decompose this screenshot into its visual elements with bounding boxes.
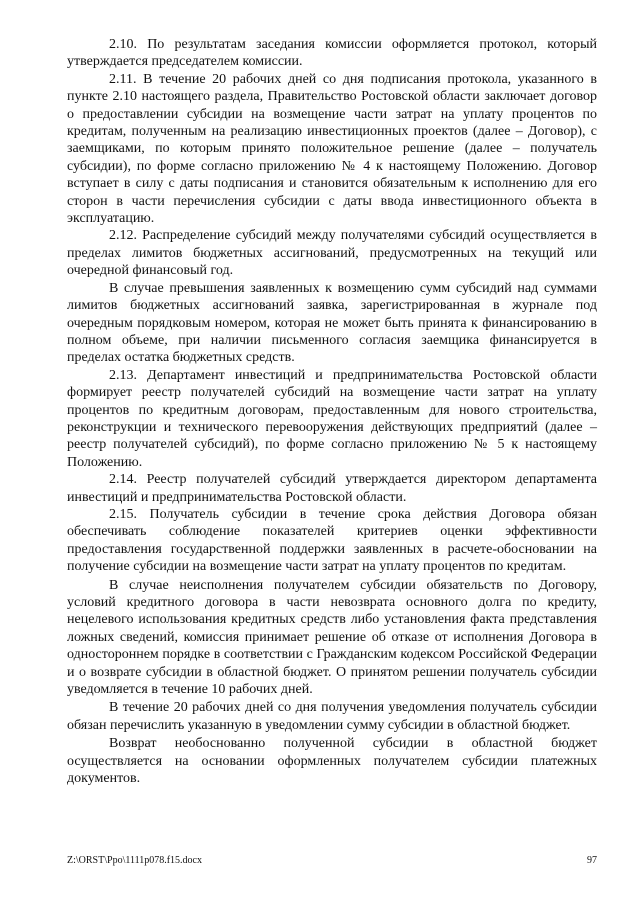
paragraph-2-14: 2.14. Реестр получателей субсидий утверждается директором департамента инвестиций и предпринимательства Ростовской области. [67, 472, 597, 505]
paragraph-2-12: 2.12. Распределение субсидий между получателями субсидий осуществляется в пределах лимитов бюджетных ассигнований, предусмотренных на текущий или очередной финансовый год. [67, 228, 597, 279]
paragraph-2-13: 2.13. Департамент инвестиций и предпринимательства Ростовской области формирует реестр получателей субсидий на возмещение части затрат на уплату процентов по кредитным договорам, предоставленным для нового строительства, реконструкции и технического перевооружения действующих предприятий (далее – реестр получателей субсидий), по форме согласно приложению № 5 к настоящему Положению. [67, 367, 597, 470]
paragraph-2-12-excess: В случае превышения заявленных к возмещению сумм субсидий над суммами лимитов бюджетных ассигнований заявка, зарегистрированная в журнале под очередным порядковым номером, которая не может быть принята к финансированию в полном объеме, при наличии письменного согласия заемщика финансируется в пределах остатка бюджетных средств. [67, 280, 597, 366]
paragraph-2-15-refund-term: В течение 20 рабочих дней со дня получения уведомления получатель субсидии обязан перечислить указанную в уведомлении сумму субсидии в областной бюджет. [67, 700, 597, 733]
paragraph-2-11: 2.11. В течение 20 рабочих дней со дня подписания протокола, указанного в пункте 2.10 настоящего раздела, Правительство Ростовской области заключает договор о предоставлении субсидии на возмещение части затрат на уплату процентов по кредитам, полученным на реализацию инвестиционных проектов (далее – Договор), с заемщиками, по которым принято положительное решение (далее – получатель субсидии), по форме согласно приложению № 4 к настоящему Положению. Договор вступает в силу с даты подписания и становится обязательным к исполнению для его сторон в части перечисления субсидии с даты ввода инвестиционного объекта в эксплуатацию. [67, 71, 597, 227]
document-body [67, 36, 597, 787]
paragraph-2-15: 2.15. Получатель субсидии в течение срока действия Договора обязан обеспечивать соблюдение показателей критериев оценки эффективности предоставления государственной поддержки заявленных в расчете-обосновании на получение субсидии на возмещение части затрат на уплату процентов по кредитам. [67, 506, 597, 575]
file-path: Z:\ORST\Ppo\1111p078.f15.docx [67, 855, 202, 866]
paragraph-2-15-non-fulfillment: В случае неисполнения получателем субсидии обязательств по Договору, условий кредитного договора в части невозврата основного долга по кредиту, нецелевого использования кредитных средств либо установления факта представления ложных сведений, комиссия принимает решение об отказе от исполнения Договора в одностороннем порядке в соответствии с Гражданским кодексом Российской Федерации и о возврате субсидии в областной бюджет. О принятом решении получатель субсидии уведомляется в течение 10 рабочих дней. [67, 577, 597, 698]
paragraph-2-10: 2.10. По результатам заседания комиссии оформляется протокол, который утверждается председателем комиссии. [67, 37, 597, 70]
paragraph-2-15-refund-basis: Возврат необоснованно полученной субсидии в областной бюджет осуществляется на основании оформленных получателем субсидии платежных документов. [67, 736, 597, 787]
page-number: 97 [587, 855, 597, 866]
page-footer [67, 855, 597, 869]
